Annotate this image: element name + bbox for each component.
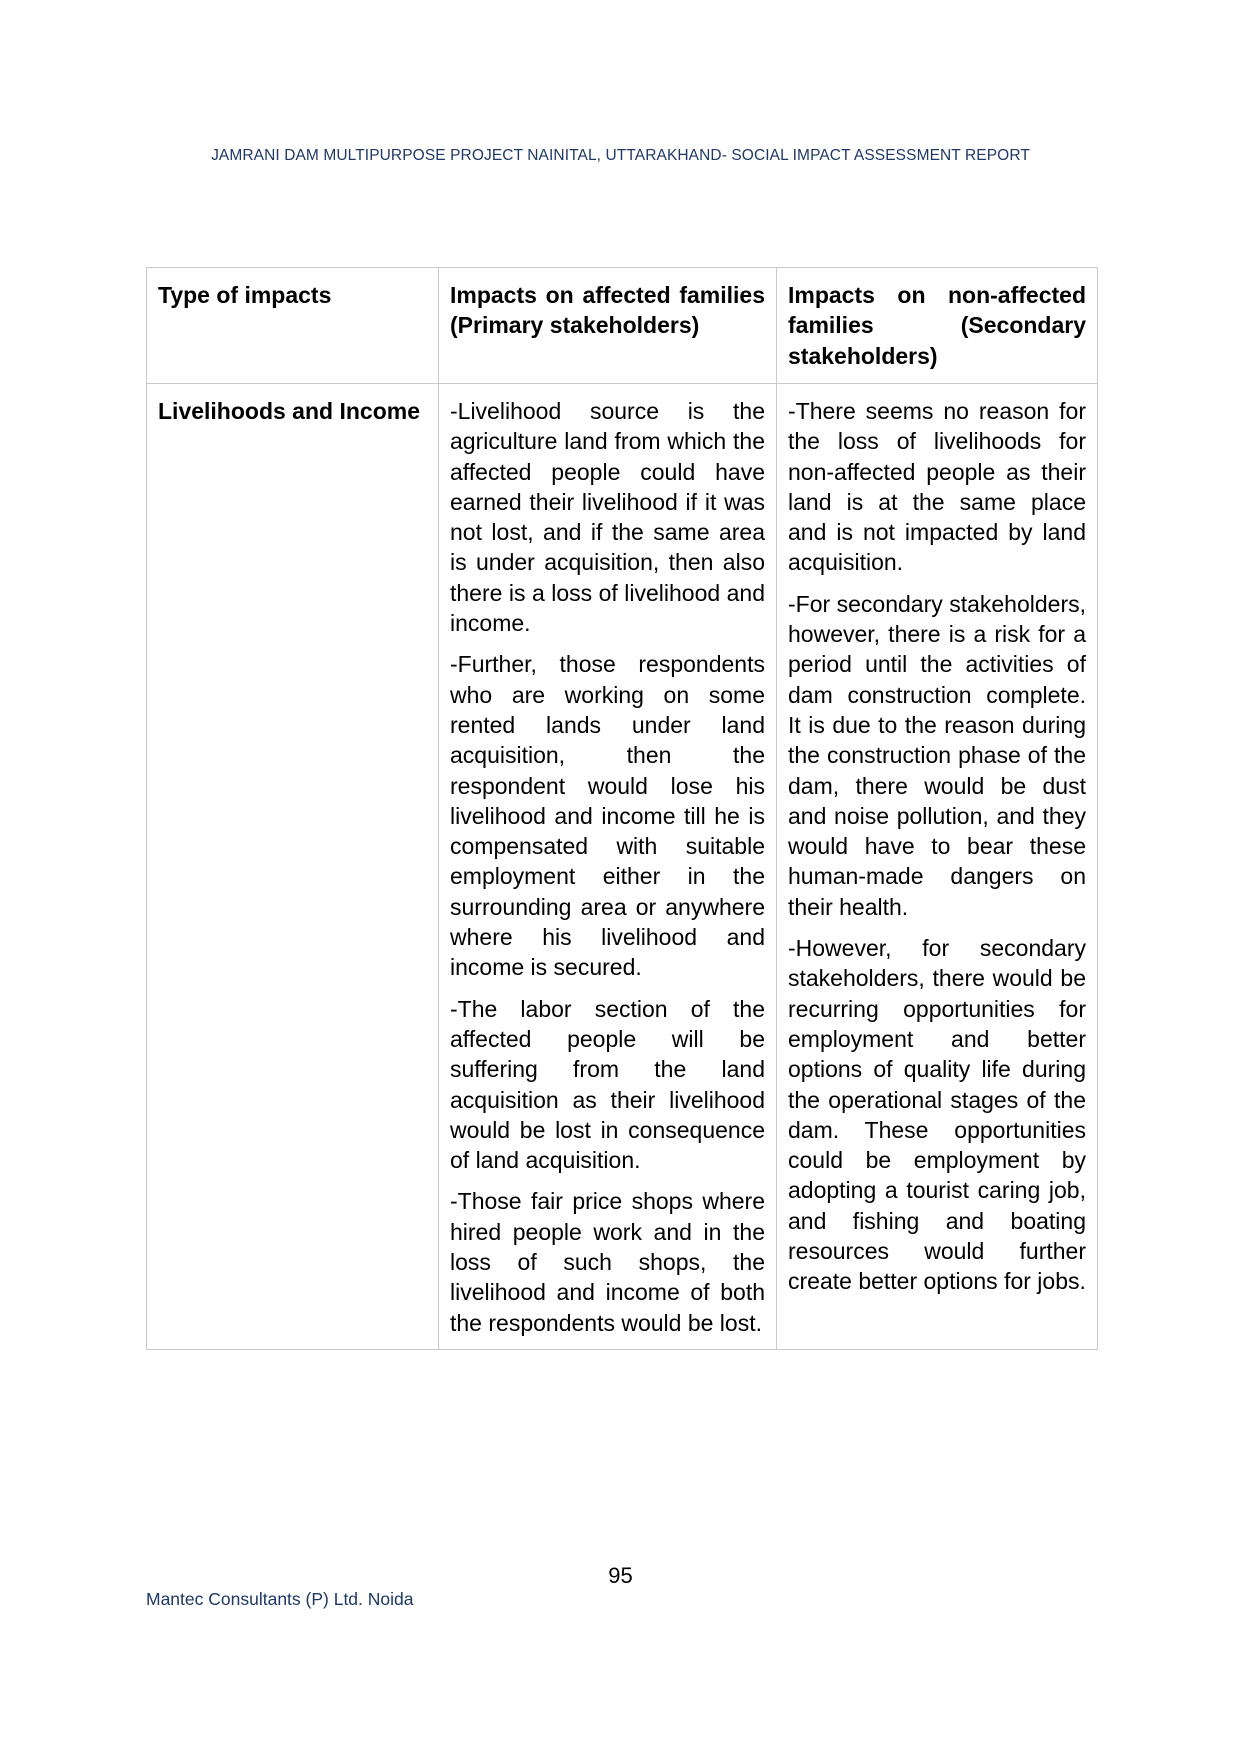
row-type-label: Livelihoods and Income <box>158 398 420 424</box>
table-header-row <box>147 268 1098 384</box>
secondary-impacts-cell <box>777 384 1098 1350</box>
primary-impacts-cell <box>439 384 777 1350</box>
footer-company-name: Mantec Consultants (P) Ltd. Noida <box>146 1589 414 1609</box>
table-row <box>147 384 1098 1350</box>
secondary-impact-paragraph: -However, for secondary stakeholders, there would be recurring opportunities for employment and better options of quality life during the operational stages of the dam. These opportunities could be employment by adopting a tourist caring job, and fishing and boating resources would further create better options for jobs. <box>788 935 1086 1295</box>
primary-impact-paragraph: -Further, those respondents who are working on some rented lands under land acquisition, then the respondent would lose his livelihood and income till he is compensated with suitable employment either in the surrounding area or anywhere where his livelihood and income is secured. <box>450 651 765 981</box>
column-header-secondary: Impacts on non-affected families (Secondary stakeholders) <box>777 268 1098 384</box>
running-header: JAMRANI DAM MULTIPURPOSE PROJECT NAINITAL, UTTARAKHAND- SOCIAL IMPACT ASSESSMENT REPORT <box>211 147 1030 164</box>
secondary-impact-paragraph: -There seems no reason for the loss of livelihoods for non-affected people as their land is at the same place and is not impacted by land acquisition. <box>788 398 1086 576</box>
row-type-cell <box>147 384 439 1350</box>
page-number: 95 <box>608 1563 633 1588</box>
primary-impact-paragraph: -Those fair price shops where hired people work and in the loss of such shops, the livelihood and income of both the respondents would be lost. <box>450 1188 765 1336</box>
secondary-impact-paragraph: -For secondary stakeholders, however, there is a risk for a period until the activities of dam construction complete. It is due to the reason during the construction phase of the dam, there would be dust and noise pollution, and they would have to bear these human-made dangers on their health. <box>788 590 1086 920</box>
primary-impact-paragraph: -The labor section of the affected people will be suffering from the land acquisition as their livelihood would be lost in consequence of land acquisition. <box>450 995 765 1174</box>
primary-impact-paragraph: -Livelihood source is the agriculture land from which the affected people could have earned their livelihood if it was not lost, and if the same area is under acquisition, then also there is a loss of livelihood and income. <box>450 398 765 637</box>
impact-table <box>146 267 1098 1350</box>
column-header-primary: Impacts on affected families (Primary stakeholders) <box>439 268 777 384</box>
column-header-type: Type of impacts <box>147 268 439 384</box>
